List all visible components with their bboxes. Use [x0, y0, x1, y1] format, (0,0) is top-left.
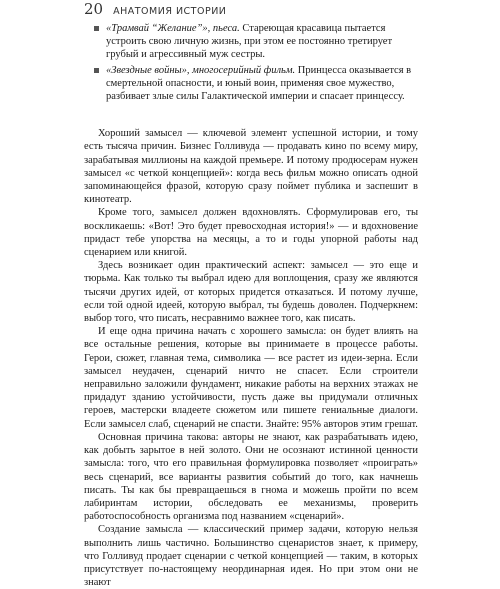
paragraph: Здесь возникает один практический аспект: замысел — это еще и тюрьма. Как только ты выбрал идею для воплощения, сразу же являются тысячи других идей, от которых придется отказаться. И потому лучше, если той одной идеей, которую выбрал, ты будешь доволен. Подчеркнем: выбор того, что писать, несравнимо важнее того, как писать. [84, 260, 418, 325]
square-bullet-icon [94, 26, 99, 31]
page-number: 20 [84, 0, 104, 18]
paragraph: Хороший замысел — ключевой элемент успешной истории, и тому есть тысяча причин. Бизнес Голливуда — продавать кино по всему миру, зарабатывая миллионы на каждой премьере. И потому продюсерам нужен замысел «с четкой концепцией»: когда весь фильм можно описать одной запоминающейся фразой, которую сразу поймет публика и заспешит в кинотеатр. [84, 128, 418, 206]
example-list [84, 22, 418, 103]
page-body [84, 22, 418, 589]
paragraph: Кроме того, замысел должен вдохновлять. Сформулировав его, ты воскликаешь: «Вот! Это будет превосходная история!» — и вдохновение придаст тебе упорства на месяцы, а то и годы упорной работы над сценарием или книгой. [84, 207, 418, 259]
page-header [84, 0, 226, 18]
example-text: Принцесса оказывается в смертельной опасности, и юный воин, применяя свое мужество, разбивает злые силы Галактической империи и спасает принцессу. [106, 64, 412, 103]
example-text: Стареющая красавица пытается устроить свою личную жизнь, при этом ее постоянно третирует грубый и агрессивный муж сестры. [106, 23, 393, 61]
paragraph: Создание замысла — классический пример задачи, которую нельзя выполнить лишь частично. Большинство сценаристов знает, к примеру, что Голливуд продает сценарии с четкой концепцией — таким, в которых присутствует по-настоящему неординарная идея. Но при этом они не знают [84, 524, 418, 589]
paragraph: Основная причина такова: авторы не знают, как разрабатывать идею, как добыть зарытое в ней золото. Они не осознают истинной ценности замысла: того, что его правильная формулировка позволяет «проиграть» весь сценарий, все варианты развития событий до того, как начнешь писать. Ты как бы превращаешься в гнома и можешь пройти по всем лабиринтам истории, обследовать ее механизмы, проверить работоспособность организма под названием «сценарий». [84, 431, 418, 523]
paragraph: И еще одна причина начать с хорошего замысла: он будет влиять на все остальные решения, которые вы принимаете в процессе работы. Герои, сюжет, главная тема, символика — все растет из идеи-зерна. Если замысел неудачен, сценарий ничто не спасет. Если строители неправильно заложили фундамент, никакие работы на верхних этажах не придадут зданию устойчивости, пусть даже вы придумали отличных героев, мастерски владеете сюжетом или пишете гениальные диалоги. Если замысел слаб, сценарий не спасти. Знайте: 95% авторов этим грешат. [84, 326, 418, 430]
square-bullet-icon [94, 68, 99, 73]
running-title: АНАТОМИЯ ИСТОРИИ [113, 6, 227, 17]
example-title: «Трамвай “Желание”», пьеса. [106, 23, 240, 34]
section-gap [84, 105, 418, 127]
list-item [84, 22, 418, 62]
list-item [84, 64, 418, 104]
example-title: «Звездные войны», многосерийный фильм. [106, 64, 296, 76]
